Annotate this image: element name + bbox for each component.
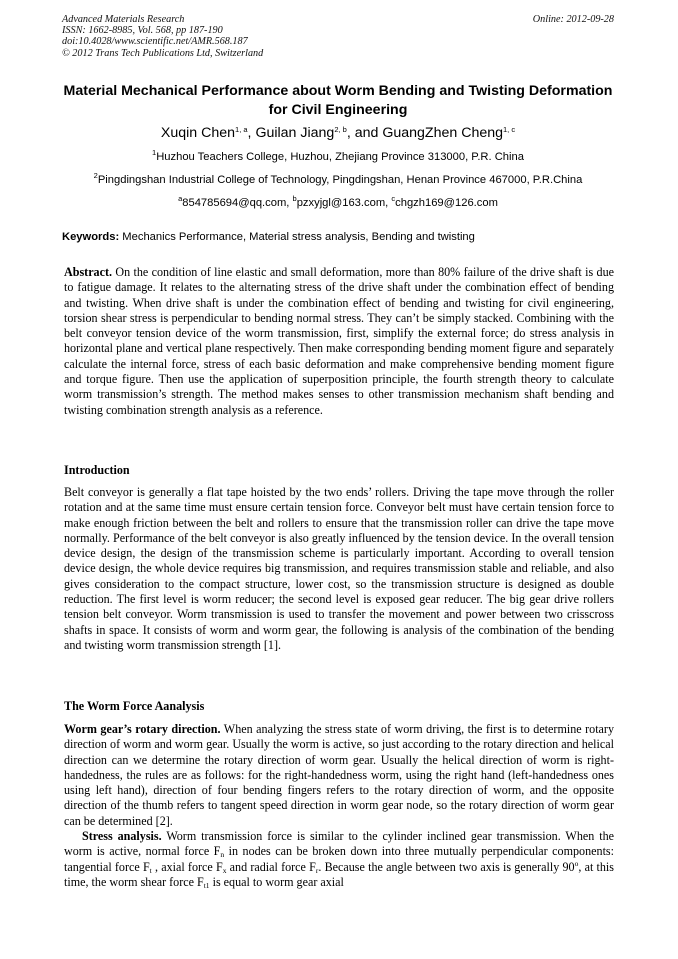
introduction-heading: Introduction bbox=[64, 463, 130, 477]
affiliation-1 bbox=[62, 150, 614, 165]
rotary-direction-paragraph bbox=[64, 722, 614, 829]
author-affil-marker: 2, b bbox=[334, 125, 347, 134]
issn-line: ISSN: 1662-8985, Vol. 568, pp 187-190 bbox=[62, 25, 223, 37]
worm-force-section bbox=[64, 722, 614, 890]
journal-header bbox=[62, 14, 614, 59]
subscript: t1 bbox=[203, 880, 210, 890]
email-marker: b bbox=[292, 194, 297, 203]
author-name: Xuqin Chen bbox=[160, 125, 236, 141]
worm-force-heading: The Worm Force Aanalysis bbox=[64, 699, 205, 713]
abstract bbox=[64, 265, 614, 418]
email-link: chgzh169@126.com bbox=[395, 197, 498, 209]
stress-analysis-text: is equal to worm gear axial bbox=[209, 874, 344, 889]
stress-analysis-text: in nodes can be broken down into three mutually perpendicular components: tangential force F bbox=[64, 844, 614, 874]
stress-analysis-text: Worm transmission force is similar to the cylinder inclined gear transmission. When the worm is active, normal force F bbox=[64, 829, 614, 859]
copyright-line: © 2012 Trans Tech Publications Ltd, Switzerland bbox=[62, 47, 264, 59]
keywords bbox=[62, 230, 614, 245]
stress-analysis-text: . Because the angle between two axis is generally 90 bbox=[318, 859, 575, 874]
stress-analysis-text: , axial force F bbox=[151, 859, 223, 874]
email-marker: c bbox=[391, 194, 396, 203]
superscript: o bbox=[574, 858, 579, 868]
author-affil-marker: 1, c bbox=[503, 125, 516, 134]
stress-analysis-paragraph bbox=[64, 829, 614, 890]
stress-analysis-text: and radial force F bbox=[226, 859, 316, 874]
author-separator: , bbox=[247, 125, 256, 141]
introduction-text: Belt conveyor is generally a flat tape hoisted by the two ends’ rollers. Driving the tape move through the roller rotation and at the same time must ensure certain tension force. Conveyor belt must have certain tension force to make enough friction between the belt and rollers to ensure that the transmission roller can drive the tape move normally. Performance of the belt conveyor is also greatly influenced by the tension device. In the overall tension device design, the design of the transmission scheme is particularly important. According to overall tension device design, the whole device requires big transmission, and requires transmission stable and reliable, and also gives consideration to the compact structure, lower cost, so the transmission structure is designed as double reduction. The first level is worm reducer; the second level is exposed gear reducer. The big gear drive rollers tension belt conveyor. Worm transmission is used to transfer the movement and power between two crisscross shafts in space. It consists of worm and worm gear, the following is analysis of the combination of the bending and twisting worm transmission strength [1]. bbox=[64, 485, 614, 652]
journal-name: Advanced Materials Research bbox=[62, 14, 185, 25]
affiliation-marker: 2 bbox=[93, 171, 98, 180]
introduction-paragraph bbox=[64, 485, 614, 653]
author-name: Guilan Jiang bbox=[255, 125, 335, 141]
subscript: t bbox=[149, 865, 152, 875]
email-link: 854785694@qq.com, bbox=[182, 197, 293, 209]
affiliation-text: Huzhou Teachers College, Huzhou, Zhejiang Province 313000, P.R. China bbox=[156, 151, 524, 163]
author-list bbox=[62, 124, 614, 142]
affiliation-2 bbox=[62, 173, 614, 188]
affiliation-text: Pingdingshan Industrial College of Technology, Pingdingshan, Henan Province 467000, P.R.China bbox=[97, 174, 583, 186]
stress-analysis-text: , at this time, the worm shear force F bbox=[64, 859, 614, 889]
doi-line: doi:10.4028/www.scientific.net/AMR.568.187 bbox=[62, 36, 248, 48]
keywords-label: Keywords: bbox=[62, 231, 120, 243]
rotary-direction-lead: Worm gear’s rotary direction. bbox=[64, 722, 221, 736]
abstract-label: Abstract. bbox=[64, 265, 113, 279]
keywords-text: Mechanics Performance, Material stress analysis, Bending and twisting bbox=[119, 231, 475, 243]
online-date: Online: 2012-09-28 bbox=[532, 14, 614, 25]
affiliation-marker: 1 bbox=[152, 148, 157, 157]
abstract-text: On the condition of line elastic and small deformation, more than 80% failure of the drive shaft is due to fatigue damage. It relates to the alternating stress of the drive shaft under the combination effect of bending and twisting. When drive shaft is under the combination effect of bending and twisting for civil engineering, torsion shear stress is perpendicular to bending normal stress. They can’t be simply stacked. Combining with the belt conveyor tension device of the worm transmission, first, simplify the external force; do stress analysis in horizontal plane and vertical plane respectively. Then make corresponding bending moment figure and separately calculate the internal force, stress of each basic deformation and make comprehensive bending moment figure and torque figure. Then use the application of superposition principle, the fourth strength theory to calculate worm transmission’s strength. The method makes senses to other transmission mechanism shaft bending and twisting combination strength analysis as a reference. bbox=[64, 265, 614, 417]
subscript: r bbox=[315, 865, 319, 875]
paper-title: Material Mechanical Performance about Worm Bending and Twisting Deformation for Civil Engineering bbox=[63, 83, 613, 118]
stress-analysis-lead: Stress analysis. bbox=[82, 829, 162, 844]
author-separator: , and bbox=[346, 125, 383, 141]
email-marker: a bbox=[178, 194, 183, 203]
email-link: pzxyjgl@163.com, bbox=[296, 197, 392, 209]
author-affil-marker: 1, a bbox=[235, 125, 248, 134]
subscript: n bbox=[220, 850, 225, 860]
subscript: x bbox=[222, 865, 227, 875]
author-name: GuangZhen Cheng bbox=[382, 125, 504, 141]
rotary-direction-text: When analyzing the stress state of worm driving, the first is to determine rotary direction of worm and worm gear. Usually the worm is active, so just according to the rotary direction and helical direction can we determine the rotary direction of worm gear. Usually the helical direction of worm is right-handedness, the rules are as follows: for the right-handedness worm, using the right hand (left-handedness ones using left hand), direction of four bending fingers refers to the rotary direction of worm, and the opposite direction of the thumb refers to tangent speed direction in worm gear node, so the rotary direction of worm gear can be determined [2]. bbox=[64, 722, 614, 828]
author-emails bbox=[62, 196, 614, 211]
